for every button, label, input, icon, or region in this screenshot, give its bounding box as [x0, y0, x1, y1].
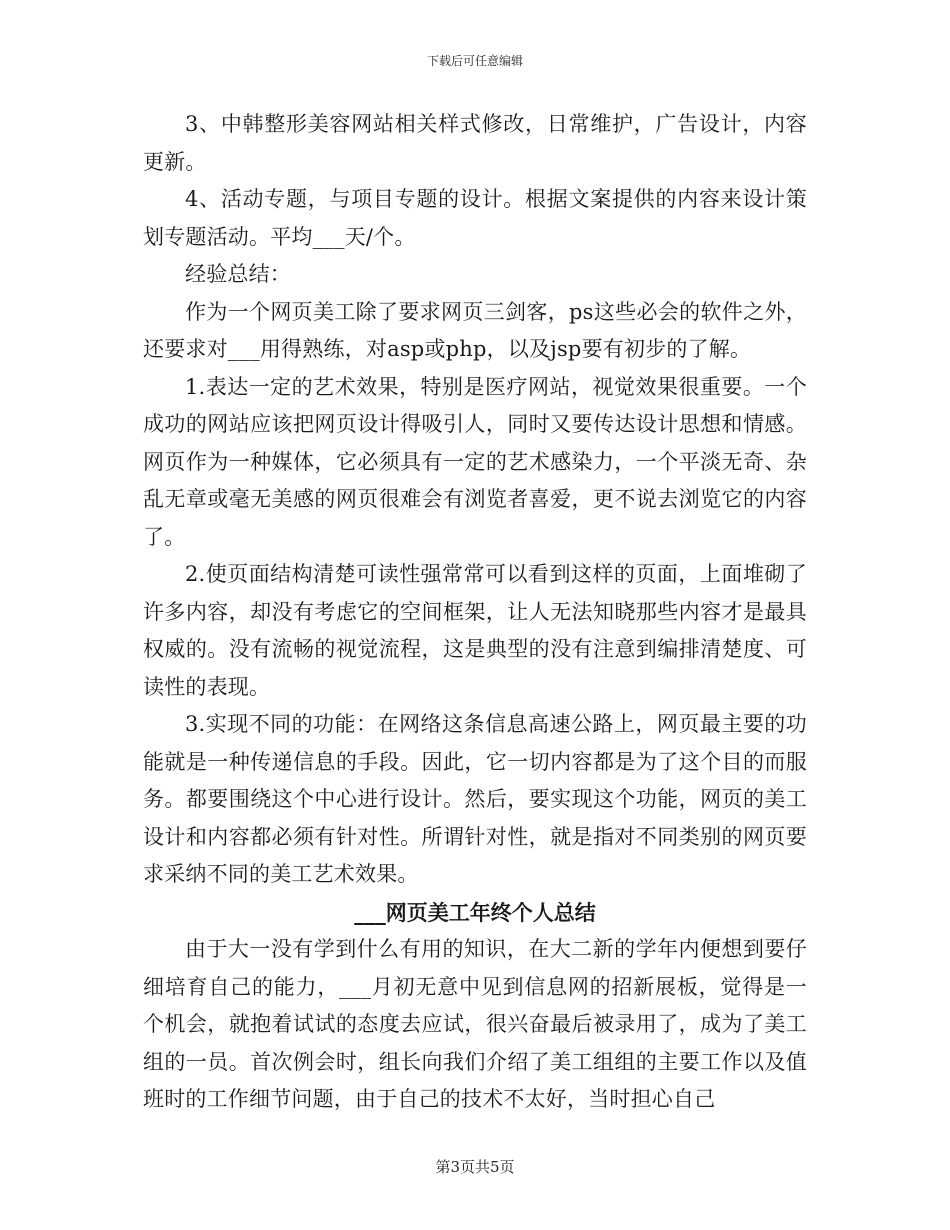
experience-intro-paragraph: 作为一个网页美工除了要求网页三剑客，ps这些必会的软件之外，还要求对___用得熟练，对asp或php，以及jsp要有初步的了解。 [143, 299, 807, 361]
page-header: 下载后可任意编辑 [426, 54, 523, 68]
document-body [143, 106, 807, 1119]
point-2-paragraph: 2.使页面结构清楚可读性强常常可以看到这样的页面，上面堆砌了许多内容，却没有考虑它的空间框架，让人无法知晓那些内容才是最具权威的。没有流畅的视觉流程，这是典型的没有注意到编排清楚度、可读性的表现。 [143, 562, 807, 699]
paragraph-item-3: 3、中韩整形美容网站相关样式修改，日常维护，广告设计，内容更新。 [143, 112, 807, 174]
section-title: ___网页美工年终个人总结 [354, 899, 596, 925]
summary-paragraph: 由于大一没有学到什么有用的知识，在大二新的学年内便想到要仔细培育自己的能力，___月初无意中见到信息网的招新展板，觉得是一个机会，就抱着试试的态度去应试，很兴奋最后被录用了，成为了美工组的一员。首次例会时，组长向我们介绍了美工组组的主要工作以及值班时的工作细节问题，由于自己的技术不太好，当时担心自己 [143, 937, 807, 1111]
paragraph-item-4: 4、活动专题，与项目专题的设计。根据文案提供的内容来设计策划专题活动。平均___天/个。 [143, 187, 807, 249]
point-1-paragraph: 1.表达一定的艺术效果，特别是医疗网站，视觉效果很重要。一个成功的网站应该把网页设计得吸引人，同时又要传达设计思想和情感。网页作为一种媒体，它必须具有一定的艺术感染力，一个平淡无奇、杂乱无章或毫无美感的网页很难会有浏览者喜爱，更不说去浏览它的内容了。 [143, 374, 807, 549]
experience-summary-heading: 经验总结： [185, 262, 291, 286]
point-3-paragraph: 3.实现不同的功能：在网络这条信息高速公路上，网页最主要的功能就是一种传递信息的手段。因此，它一切内容都是为了这个目的而服务。都要围绕这个中心进行设计。然后，要实现这个功能，网页的美工设计和内容都必须有针对性。所谓针对性，就是指对不同类别的网页要求采纳不同的美工艺术效果。 [143, 712, 807, 886]
page-footer: 第3页共5页 [435, 1158, 515, 1176]
